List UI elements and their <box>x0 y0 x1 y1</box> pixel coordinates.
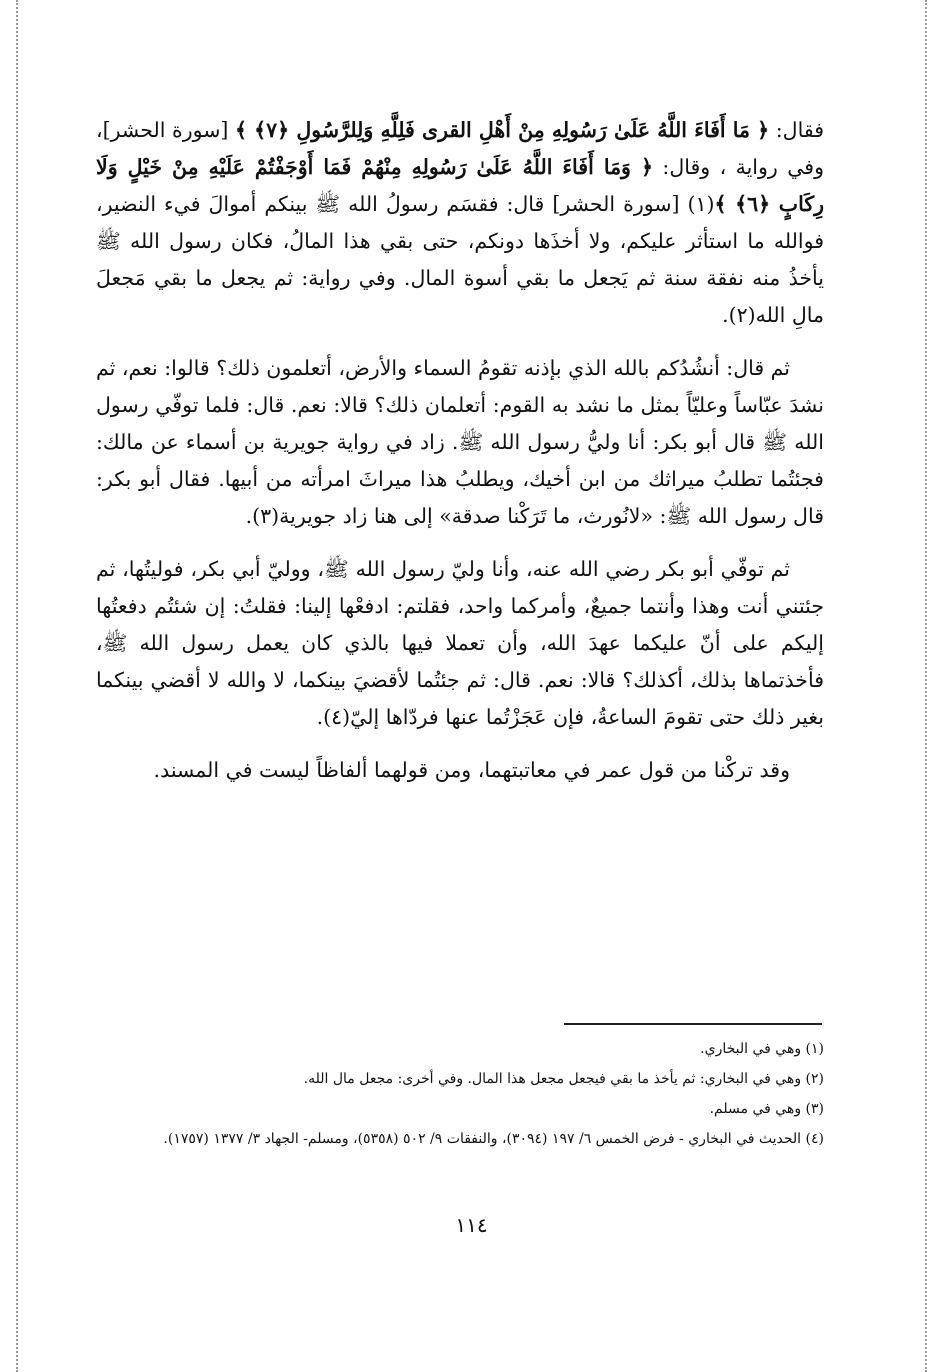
footnote-2: (٢) وهي في البخاري: ثم يأخذ ما بقي فيجعل مجعل هذا المال. وفي أخرى: مجعل مال الله. <box>303 1071 824 1087</box>
footnote-1: (١) وهي في البخاري. <box>700 1041 824 1057</box>
paragraph-1-text-b: [سورة الحشر]، وفي رواية ، وقال: <box>96 118 824 179</box>
page-number: ١١٤ <box>455 1213 488 1237</box>
paragraph-2: ثم قال: أنشُدُكم بالله الذي بإذنه تقومُ السماء والأرض، أتعلمون ذلك؟ قالوا: نعم، ثم نشدَ عبّاساً وعليّاً بمثل ما نشد به القوم: أتعلمان ذلك؟ قالا: نعم. قال: فلما توفّي رسول الله ﷺ قال أبو بكر: أنا وليُّ رسول الله ﷺ. زاد في رواية جويرية بن أسماء عن مالك: فجئتُما تطلبُ ميراثك من ابن أخيك، ويطلبُ هذا ميراثَ امرأته من أبيها. فقال أبو بكر: قال رسول الله ﷺ: «لانُورث، ما تَرَكْنا صدقة» إلى هنا زاد جويرية(٣). <box>96 356 824 528</box>
main-text <box>96 112 824 805</box>
right-dotted-border <box>925 0 927 1372</box>
quran-verse-1: ﴿ مَا أَفَاءَ اللَّهُ عَلَىٰ رَسُولِهِ مِنْ أَهْلِ القرى فَلِلَّهِ وَلِلرَّسُولِ ﴿٧﴾ ﴾ <box>234 118 770 142</box>
paragraph-3: ثم توفّي أبو بكر رضي الله عنه، وأنا وليّ رسول الله ﷺ، ووليّ أبي بكر، فوليتُها، ثم جئتني أنت وهذا وأنتما جميعٌ، وأمركما واحد، فقلتم: ادفعْها إلينا: فقلتُ: إن شئتُم دفعتُها إليكم على أنّ عليكما عهدَ الله، وأن تعملا فيها بالذي كان يعمل رسول الله ﷺ، فأخذتماها بذلك، أكذلك؟ قالا: نعم. قال: ثم جئتُما لأقضيَ بينكما، لا والله لا أقضي بينكما بغير ذلك حتى تقومَ الساعةُ، فإن عَجَزْتُما عنها فردّاها إليّ(٤). <box>96 557 824 729</box>
footnotes <box>96 1034 824 1154</box>
footnote-divider <box>564 1023 822 1025</box>
paragraph-1 <box>96 112 824 334</box>
paragraph-4: وقد تركْنا من قول عمر في معاتبتهما، ومن قولهما ألفاظاً ليست في المسند. <box>153 758 790 782</box>
paragraph-1-text-a: فقال: <box>769 118 824 142</box>
footnote-4: (٤) الحديث في البخاري - فرض الخمس ٦/ ١٩٧ (٣٠٩٤)، والنفقات ٩/ ٥٠٢ (٥٣٥٨)، ومسلم- الجهاد ٣/ ١٣٧٧ (١٧٥٧). <box>163 1131 824 1147</box>
footnote-3: (٣) وهي في مسلم. <box>709 1101 824 1117</box>
paragraph-1-text-c: (١) [سورة الحشر] قال: فقسَم رسولُ الله ﷺ بينكم أموالَ فيء النضير، فوالله ما استأثر عليكم، ولا أخذَها دونكم، حتى بقي هذا المالُ، فكان رسول الله ﷺ يأخذُ منه نفقة سنة ثم يَجعل ما بقي أسوة المال. وفي رواية: ثم يجعل ما بقي مَجعلَ مالِ الله(٢). <box>96 192 824 327</box>
quran-verse-2: ﴿ وَمَا أَفَاءَ اللَّهُ عَلَىٰ رَسُولِهِ مِنْهُمْ فَمَا أَوْجَفْتُمْ عَلَيْهِ مِنْ خَيْلٍ وَلَا رِكَابٍ ﴿٦﴾ ﴾ <box>96 155 824 216</box>
left-dotted-border <box>16 0 18 1372</box>
